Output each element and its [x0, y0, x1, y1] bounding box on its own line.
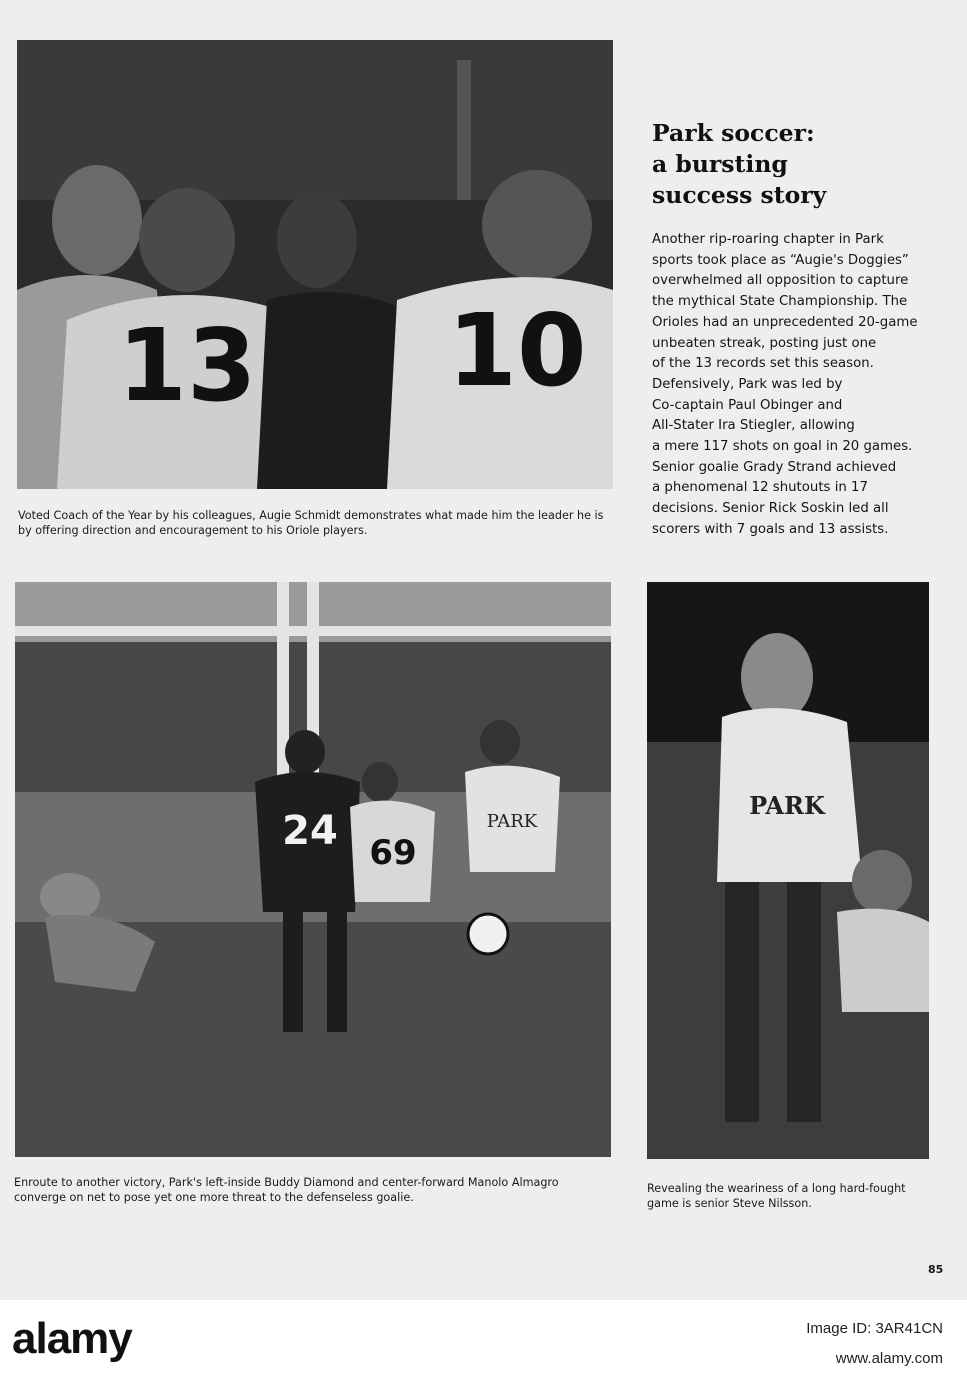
coach-huddle-illustration	[17, 40, 613, 489]
article-line: Another rip-roaring chapter in Park	[652, 232, 884, 247]
article-body	[652, 230, 962, 541]
footer-url[interactable]: www.alamy.com	[835, 1350, 943, 1367]
coach-huddle-photo	[17, 40, 613, 489]
article-line: All-Stater Ira Stiegler, allowing	[652, 418, 855, 434]
jersey-number-69: 69	[369, 833, 417, 873]
jersey-number-left: 13	[117, 307, 257, 424]
jersey-number-right: 10	[447, 292, 587, 409]
match-action-illustration	[15, 582, 611, 1157]
headline-line: success story	[652, 181, 827, 209]
tired-player-caption: Revealing the weariness of a long hard-fought game is senior Steve Nilsson.	[647, 1182, 906, 1210]
article-line: scorers with 7 goals and 13 assists.	[652, 521, 889, 537]
headline-line: a bursting	[652, 150, 788, 178]
tired-player-illustration	[647, 582, 929, 1159]
headline-line: Park soccer:	[652, 119, 815, 147]
article-line: Defensively, Park was led by	[652, 376, 843, 392]
alamy-logo: alamy	[12, 1314, 132, 1363]
shirt-text-park: PARK	[486, 811, 538, 832]
image-id: Image ID: 3AR41CN	[806, 1320, 943, 1337]
article-line: sports took place as “Augie's Doggies”	[652, 252, 909, 268]
article-line: Co-captain Paul Obinger and	[652, 397, 843, 413]
article-line: of the 13 records set this season.	[652, 356, 874, 372]
article-line: overwhelmed all opposition to capture	[652, 273, 909, 289]
coach-huddle-caption: Voted Coach of the Year by his colleagues, Augie Schmidt demonstrates what made him the leader he is by offering direction and encouragement to his Oriole players.	[18, 509, 604, 537]
article-headline	[652, 118, 952, 211]
tired-player-photo	[647, 582, 929, 1159]
article-line: a mere 117 shots on goal in 20 games.	[652, 439, 913, 455]
article-line: decisions. Senior Rick Soskin led all	[652, 501, 889, 517]
article-line: Senior goalie Grady Strand achieved	[652, 459, 897, 475]
jersey-number-24: 24	[282, 808, 338, 854]
match-action-photo	[15, 582, 611, 1157]
article-line: the mythical State Championship. The	[652, 294, 908, 310]
match-action-caption: Enroute to another victory, Park's left-inside Buddy Diamond and center-forward Manolo Almagro converge on net to pose yet one more threat to the defenseless goalie.	[14, 1176, 559, 1204]
stock-footer	[0, 1300, 967, 1390]
article-line: unbeaten streak, posting just one	[652, 335, 877, 351]
article-line: Orioles had an unprecedented 20-game	[652, 314, 918, 330]
shirt-text-park-player: PARK	[749, 791, 825, 820]
page-number: 85	[928, 1263, 944, 1276]
article-line: a phenomenal 12 shutouts in 17	[652, 480, 868, 496]
